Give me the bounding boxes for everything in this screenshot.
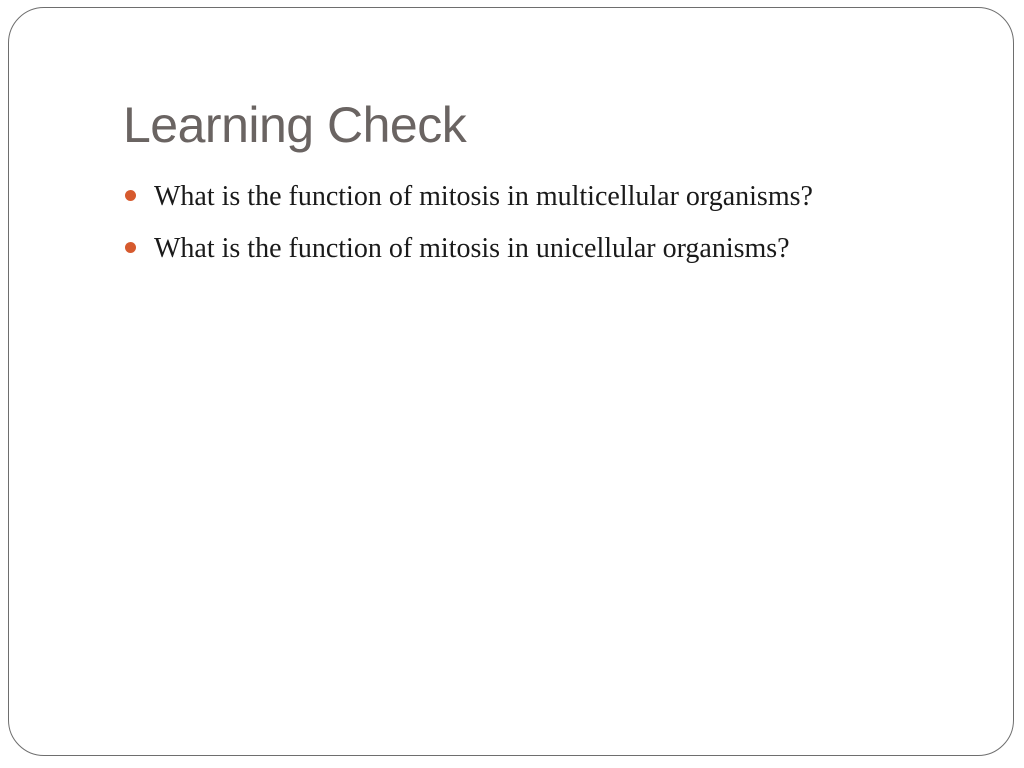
bullet-list (123, 178, 813, 282)
bullet-text: What is the function of mitosis in unicellular organisms? (154, 233, 790, 264)
bullet-item (123, 178, 813, 230)
bullet-dot-icon (125, 242, 136, 253)
bullet-item (123, 230, 813, 282)
bullet-dot-icon (125, 190, 136, 201)
slide-title: Learning Check (123, 97, 467, 153)
bullet-text: What is the function of mitosis in multicellular organisms? (154, 181, 813, 212)
slide-frame (8, 7, 1014, 756)
